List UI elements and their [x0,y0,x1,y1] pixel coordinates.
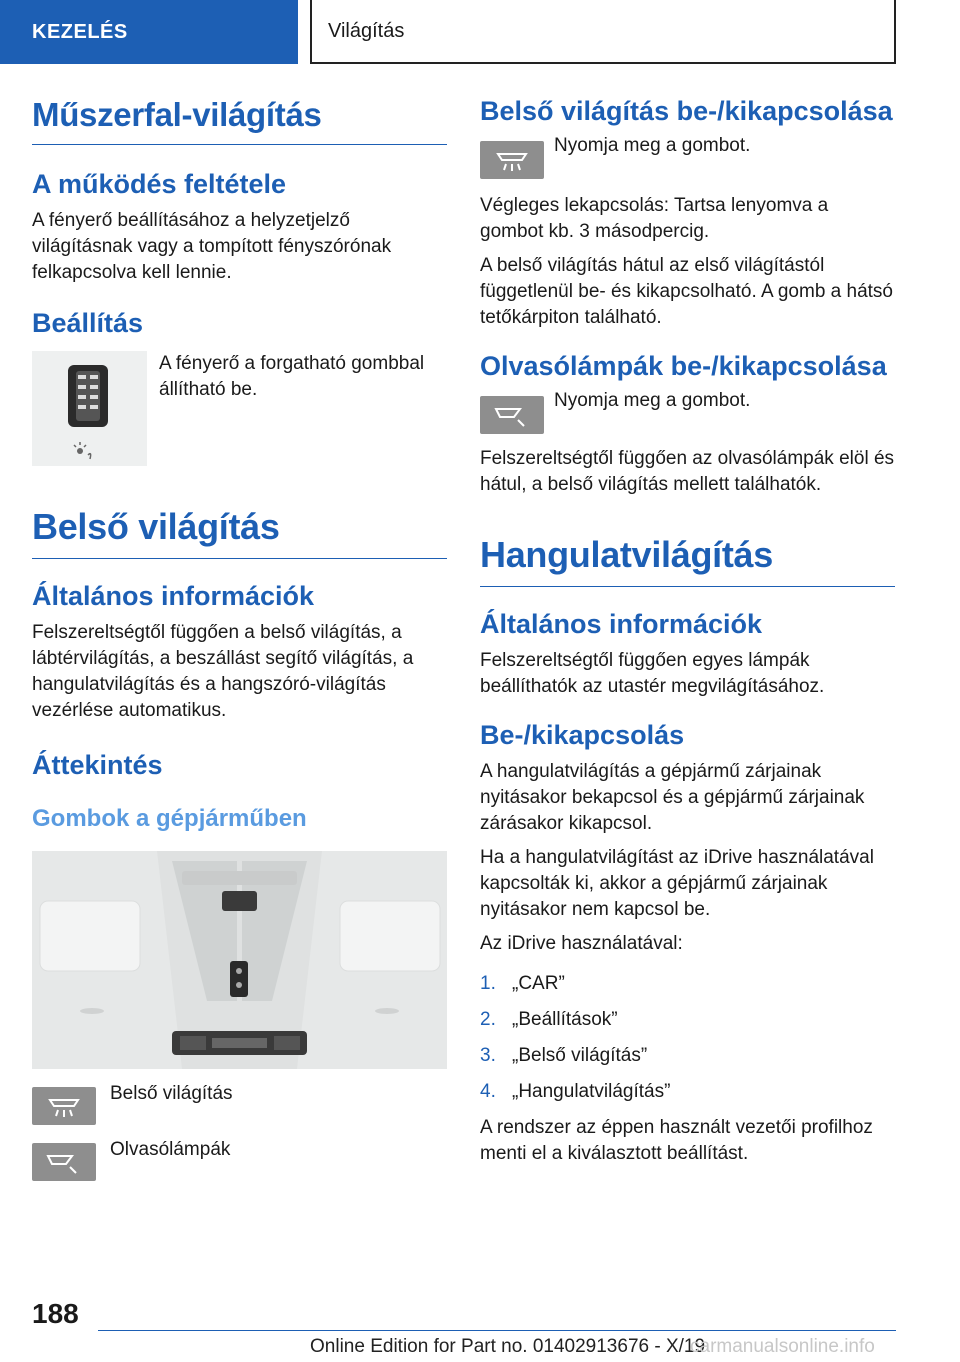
dashboard-lighting-heading: Műszerfal-világítás [32,96,447,145]
interior-lighting-heading: Belső világítás [32,506,447,559]
legend-interior-label: Belső világítás [110,1083,233,1104]
setting-text: A fényerő a forgatható gombbal állítható be. [159,353,425,400]
press-text-2: Nyomja meg a gombot. [554,390,751,411]
legend-interior [32,1083,447,1125]
roof-console-photo [32,851,447,1069]
list-item: 1. „CAR” [480,973,565,994]
section-tab: KEZELÉS [0,0,298,64]
footer-rule [98,1330,896,1331]
list-item: 4. „Hangulatvilágítás” [480,1081,671,1102]
buttons-heading: Gombok a gépjárműben [32,805,307,832]
press-row-1 [480,135,895,179]
dimmer-photo [32,351,147,466]
ambient-general-heading: Általános információk [480,609,763,639]
interior-light-icon [480,141,544,179]
overview-heading: Áttekintés [32,750,163,780]
right-column [480,96,895,1167]
legend-reading-label: Olvasólámpák [110,1139,231,1160]
list-item: 3. „Belső világítás” [480,1045,648,1066]
dimmer-wheel-icon [32,351,147,466]
interior-light-icon [32,1087,96,1125]
permanent-off-text: Végleges lekapcsolás: Tartsa lenyomva a gombot kb. 3 másodpercig. [480,195,829,242]
onoff-text-2: Ha a hangulatvilágítást az iDrive használatával kapcsolták ki, akkor a gépjármű zárjainak nyitásakor nem kapcsol be. [480,847,874,920]
closing-text: A rendszer az éppen használt vezetői profilhoz menti el a kiválasztott beállítást. [480,1117,873,1164]
general-info-text: Felszereltségtől függően a belső világítás, a lábtérvilágítás, a beszállást segítő világítás, a hangulatvilágítás és a hangszóró-világítás vezérlése automatikus. [32,622,414,721]
reading-lamps-text: Felszereltségtől függően az olvasólámpák elöl és hátul, a belső világítás mellett találhatók. [480,448,895,495]
idrive-intro: Az iDrive használatával: [480,933,683,954]
onoff-heading: Be-/kikapcsolás [480,720,685,750]
watermark: carmanualsonline.info [690,1336,875,1357]
general-info-heading: Általános információk [32,581,315,611]
condition-text: A fényerő beállításához a helyzetjelző világításnak vagy a tompított fényszórónak felkapcsolva kell lennie. [32,210,392,283]
idrive-steps [480,971,895,1105]
list-item: 2. „Beállítások” [480,1009,618,1030]
reading-lamp-icon [32,1143,96,1181]
reading-lamp-icon [480,396,544,434]
press-text-1: Nyomja meg a gombot. [554,135,751,156]
ambient-lighting-heading: Hangulatvilágítás [480,534,895,587]
press-row-2 [480,390,895,434]
legend-reading [32,1139,447,1181]
onoff-text-1: A hangulatvilágítás a gépjármű zárjainak nyitásakor bekapcsol és a gépjármű zárjainak zárásakor kikapcsol. [480,761,865,834]
reading-toggle-heading: Olvasólámpák be-/kikapcsolása [480,351,887,381]
condition-heading: A működés feltétele [32,169,287,199]
interior-toggle-heading: Belső világítás be-/kikapcsolása [480,96,893,126]
roof-console-illustration [32,851,447,1069]
rear-light-text: A belső világítás hátul az első világítástól függetlenül be- és kikapcsolható. A gomb a hátsó tetőkárpiton található. [480,255,893,328]
page-number: 188 [32,1298,79,1329]
ambient-general-text: Felszereltségtől függően egyes lámpák beállíthatók az utastér megvilágításához. [480,650,825,697]
setting-heading: Beállítás [32,308,144,338]
chapter-header: Világítás [310,0,896,64]
left-column [32,96,447,1181]
edition-text: Online Edition for Part no. 01402913676 - X/19 [310,1336,706,1357]
setting-row [32,351,447,466]
